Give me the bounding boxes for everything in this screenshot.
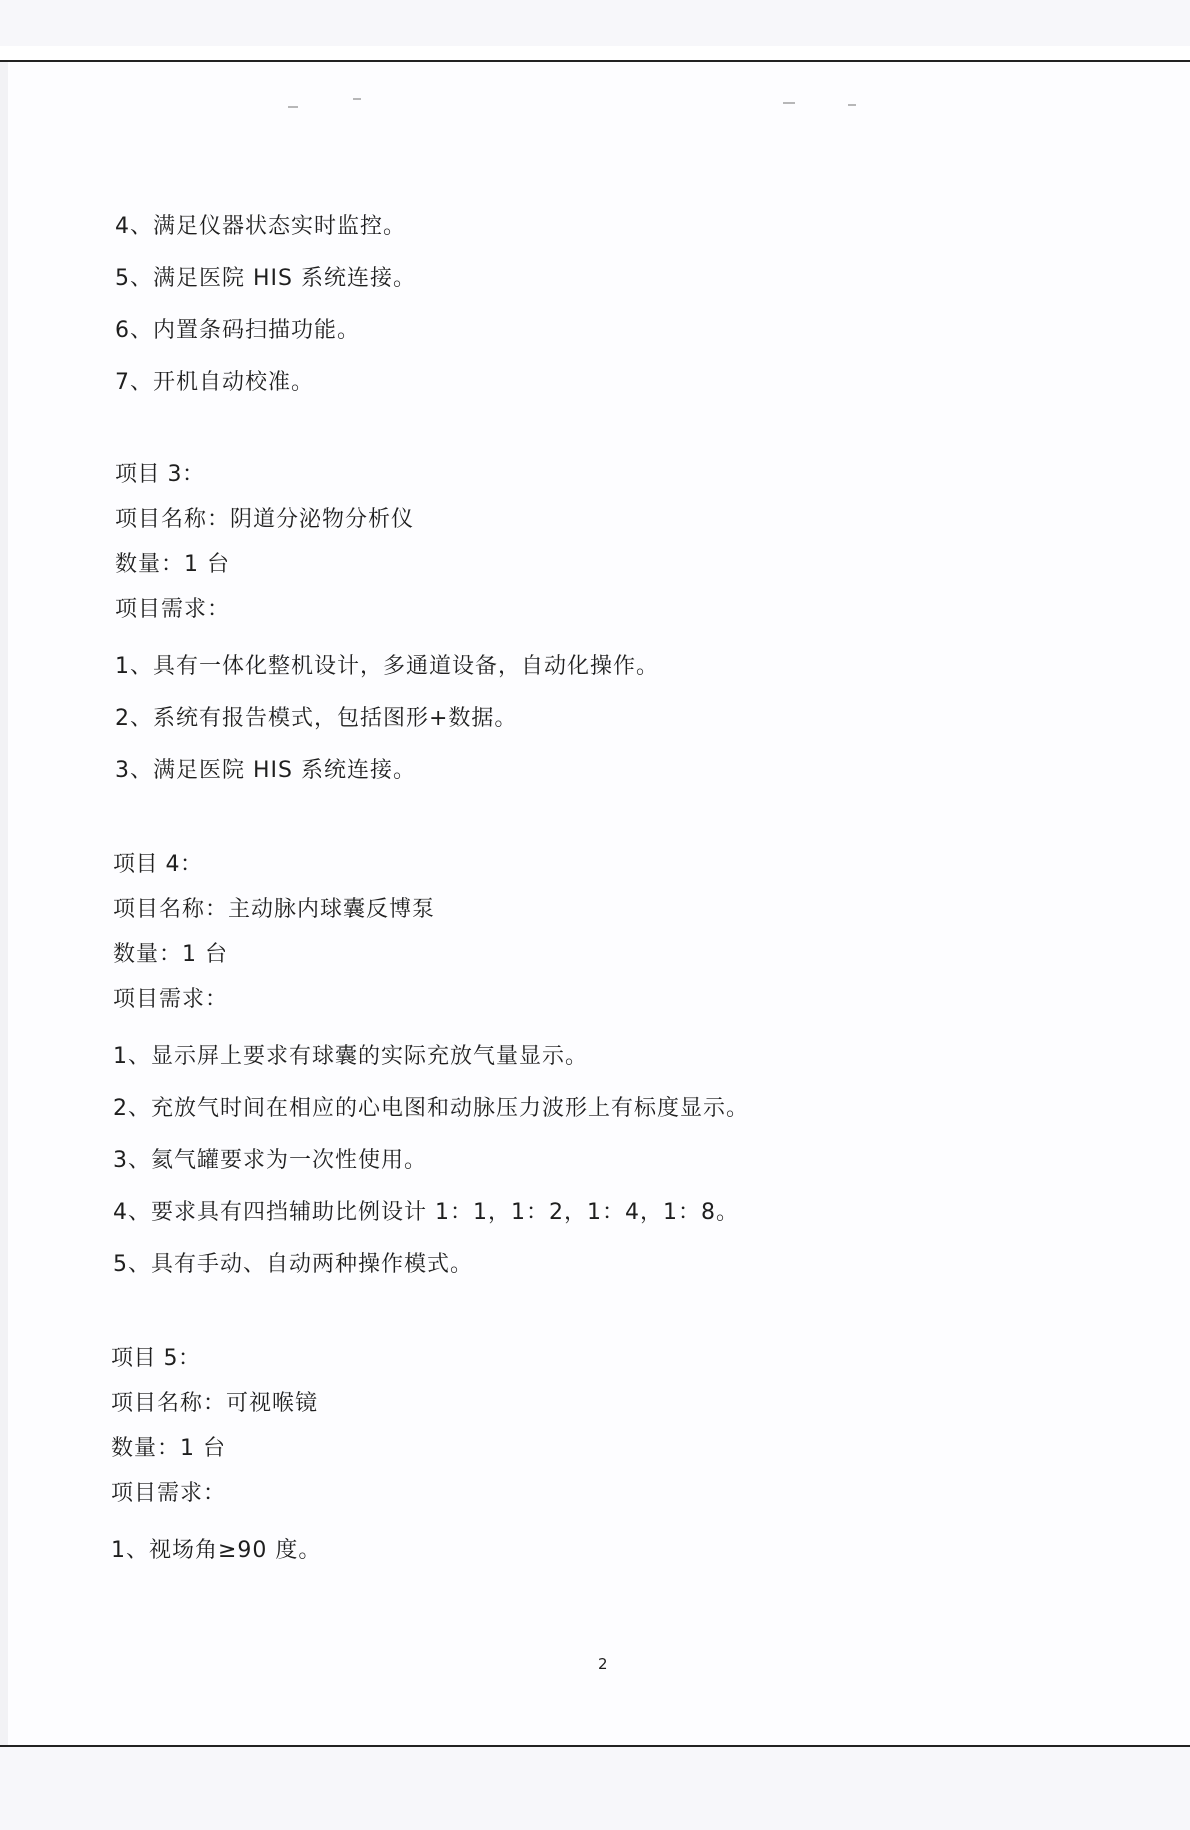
project-4-heading: 项目 4： — [113, 852, 203, 877]
scan-speck — [288, 106, 298, 108]
continued-item-5: 5、满足医院 HIS 系统连接。 — [115, 266, 416, 291]
project-4-requirements-label: 项目需求： — [113, 987, 229, 1012]
project-4-name: 项目名称：主动脉内球囊反博泵 — [113, 897, 436, 922]
project-5-quantity: 数量：1 台 — [111, 1436, 226, 1461]
continued-item-7: 7、开机自动校准。 — [115, 370, 314, 395]
project-4-requirement-1: 1、显示屏上要求有球囊的实际充放气量显示。 — [113, 1044, 588, 1069]
document-page — [8, 62, 1190, 1745]
page-number: 2 — [598, 1655, 608, 1673]
project-3-requirement-3: 3、满足医院 HIS 系统连接。 — [115, 758, 416, 783]
project-3-quantity: 数量：1 台 — [115, 552, 230, 577]
project-3-requirement-2: 2、系统有报告模式，包括图形+数据。 — [115, 706, 518, 731]
scan-speck — [783, 102, 795, 104]
continued-item-4: 4、满足仪器状态实时监控。 — [115, 214, 406, 239]
project-4-requirement-5: 5、具有手动、自动两种操作模式。 — [113, 1252, 473, 1277]
project-5-heading: 项目 5： — [111, 1346, 201, 1371]
project-4-requirement-4: 4、要求具有四挡辅助比例设计 1：1，1：2，1：4，1：8。 — [113, 1200, 739, 1225]
project-3-heading: 项目 3： — [115, 462, 205, 487]
project-3-requirement-1: 1、具有一体化整机设计，多通道设备，自动化操作。 — [115, 654, 659, 679]
project-3-requirements-label: 项目需求： — [115, 597, 231, 622]
scan-border-top — [0, 0, 1190, 46]
scan-left-edge — [0, 62, 8, 1745]
project-4-requirement-3: 3、氦气罐要求为一次性使用。 — [113, 1148, 427, 1173]
project-4-requirement-2: 2、充放气时间在相应的心电图和动脉压力波形上有标度显示。 — [113, 1096, 749, 1121]
project-3-name: 项目名称：阴道分泌物分析仪 — [115, 507, 415, 532]
scan-border-bottom — [0, 1747, 1190, 1830]
scan-speck — [848, 104, 856, 106]
project-5-requirement-1: 1、视场角≥90 度。 — [111, 1538, 322, 1563]
project-5-name: 项目名称：可视喉镜 — [111, 1391, 319, 1416]
project-4-quantity: 数量：1 台 — [113, 942, 228, 967]
scan-speck — [353, 98, 361, 100]
continued-item-6: 6、内置条码扫描功能。 — [115, 318, 360, 343]
project-5-requirements-label: 项目需求： — [111, 1481, 227, 1506]
